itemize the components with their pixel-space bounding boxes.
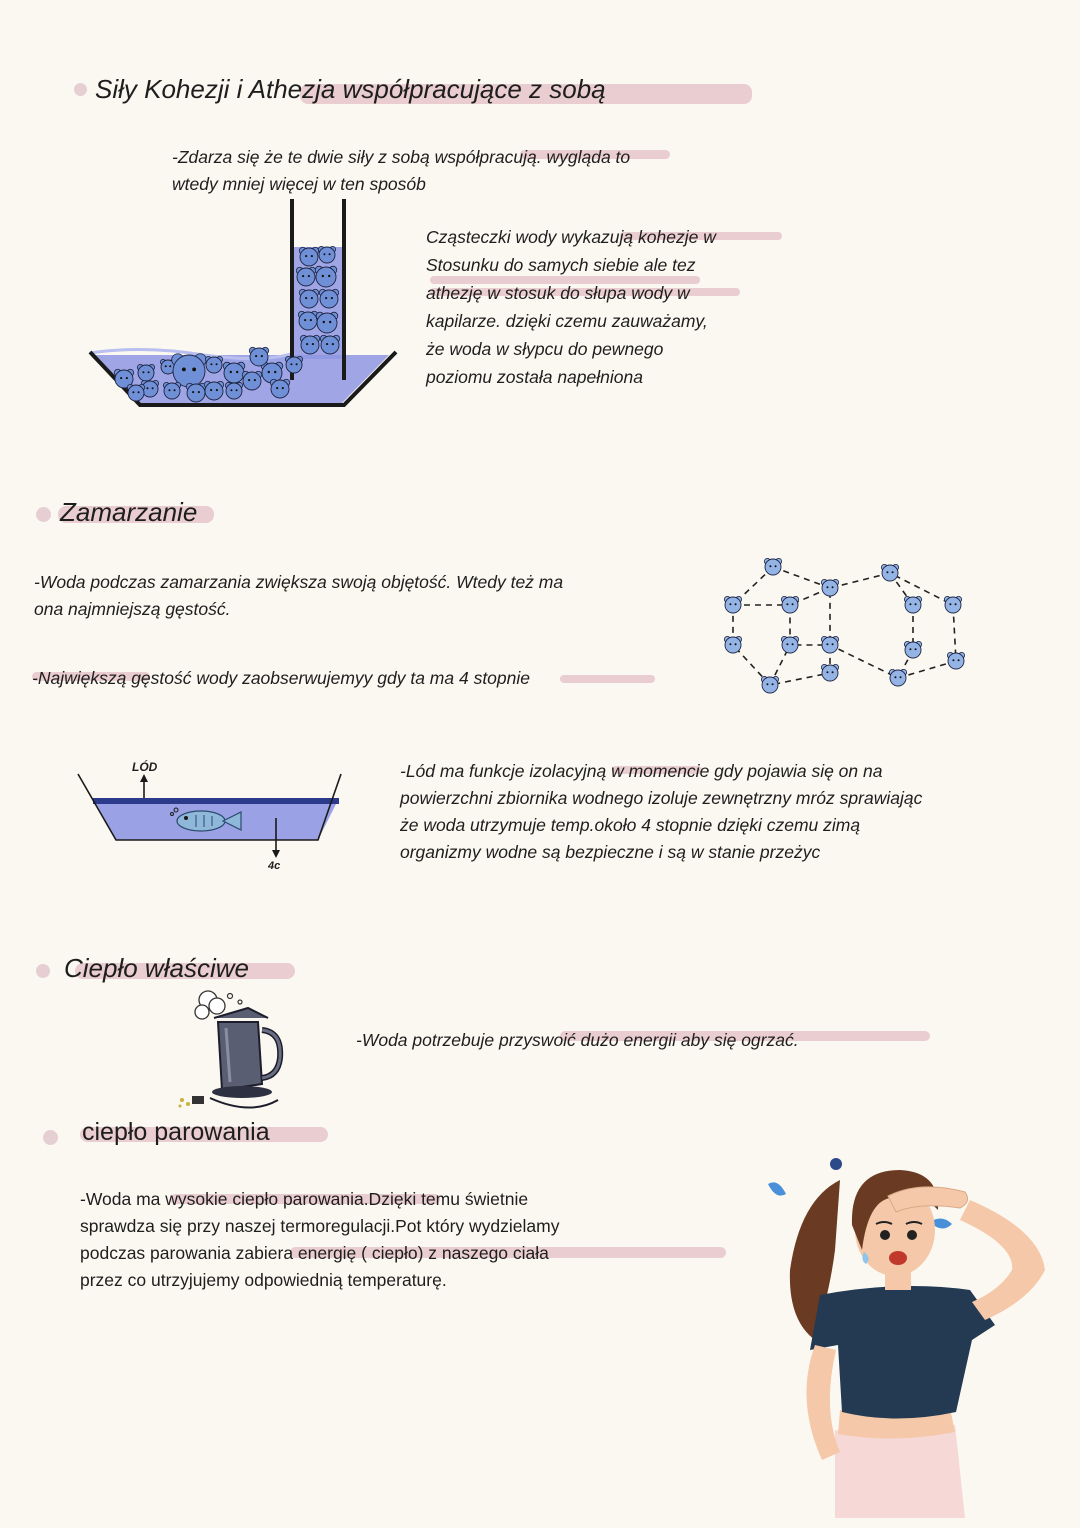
freezing-line-1: -Woda podczas zamarzania zwiększa swoją objętość. Wtedy też ma (34, 572, 564, 592)
molecule-icon (300, 335, 319, 354)
ice-tank-diagram (76, 760, 356, 880)
molecule-icon (285, 356, 302, 373)
vapor-line-2: sprawdza się przy naszej termoregulacji.Pot który wydzielamy (80, 1216, 560, 1236)
molecule-icon (320, 335, 339, 354)
molecule-icon (881, 564, 898, 581)
vapor-line-4: przez co utrzyjujemy odpowiednią temperaturę. (80, 1270, 447, 1290)
ice-lattice-diagram (718, 555, 978, 705)
specific-heat-text: -Woda potrzebuje przyswoić dużo energii aby się ogrzać. (356, 1030, 799, 1050)
section-title-specific-heat: Ciepło właściwe (64, 953, 249, 983)
density-text: -Największą gęstość wody zaobserwujemyy gdy ta ma 4 stopnie (32, 668, 530, 688)
bullet-dot (74, 83, 87, 96)
bullet-dot (36, 507, 51, 522)
molecule-icon (821, 664, 838, 681)
ice-line-1: -Lód ma funkcje izolacyjną w momencie gdy pojawia się on na (400, 761, 883, 781)
molecule-icon (299, 247, 318, 266)
molecule-icon (318, 246, 335, 263)
molecule-icon (947, 652, 964, 669)
section-title-cohesion: Siły Kohezji i Athezja współpracujące z sobą (95, 74, 606, 104)
molecule-icon (319, 289, 338, 308)
desc-line-2: Stosunku do samych siebie ale tez (426, 255, 696, 275)
cohesion-description (426, 223, 716, 391)
intro-line-1: -Zdarza się że te dwie siły z sobą współpracują. wygląda to (172, 147, 631, 167)
molecule-icon (781, 636, 798, 653)
molecule-icon (225, 382, 242, 399)
molecule-icon (889, 669, 906, 686)
molecule-icon (299, 289, 318, 308)
molecule-icon (821, 579, 838, 596)
molecule-icon (761, 676, 778, 693)
molecule-icon (764, 558, 781, 575)
desc-line-3: athezję w stosuk do słupa wody w (426, 283, 690, 303)
freezing-line-2: ona najmniejszą gęstość. (34, 598, 231, 619)
vapor-line-3: podczas parowania zabiera energię ( ciepło) z naszego ciała (80, 1243, 549, 1263)
section-title-vaporization: ciepło parowania (82, 1118, 270, 1146)
temperature-label: 4c (268, 860, 281, 872)
molecule-icon (316, 312, 338, 333)
molecule-icon (944, 596, 961, 613)
ice-line-3: że woda utrzymuje temp.około 4 stopnie dzięki czemu zimą (400, 815, 861, 835)
intro-line-2: wtedy mniej więcej w ten sposób (172, 173, 426, 194)
section-title-freezing: Zamarzanie (60, 497, 198, 527)
text-highlight (560, 675, 655, 683)
molecule-icon (163, 382, 180, 399)
molecule-icon (204, 381, 223, 400)
molecule-icon (127, 384, 144, 401)
molecule-icon (781, 596, 798, 613)
molecule-icon (249, 347, 268, 366)
desc-line-1: Cząsteczki wody wykazują kohezje w (426, 227, 716, 247)
molecule-icon (724, 636, 741, 653)
ice-molecules (724, 558, 964, 693)
molecule-icon (242, 371, 261, 390)
intro-text (172, 144, 630, 197)
desc-line-6: poziomu została napełniona (426, 367, 643, 387)
bullet-dot (43, 1130, 58, 1145)
vapor-line-1: -Woda ma wysokie ciepło parowania.Dzięki temu świetnie (80, 1189, 529, 1209)
molecule-icon (296, 267, 315, 286)
molecule-icon (821, 636, 838, 653)
molecule-icon (205, 356, 222, 373)
freezing-text (34, 569, 563, 622)
molecule-icon (137, 364, 154, 381)
vaporization-text (80, 1186, 559, 1294)
molecule-icon (298, 311, 317, 330)
molecule-icon (904, 596, 921, 613)
ice-label: LÓD (132, 760, 158, 774)
ice-line-2: powierzchni zbiornika wodnego izoluje zewnętrzny mróz sprawiając (400, 788, 923, 808)
desc-line-4: kapilarze. dzięki czemu zauważamy, (426, 311, 708, 331)
sweating-woman-illustration (760, 1140, 1060, 1520)
molecule-icon (315, 266, 337, 287)
molecule-icon (223, 362, 245, 383)
molecule-icon (724, 596, 741, 613)
bullet-dot (36, 964, 50, 978)
molecule-icon (186, 383, 205, 402)
molecule-icon (270, 379, 289, 398)
capillary-diagram (84, 195, 404, 425)
kettle-icon (170, 988, 300, 1118)
ice-insulation-text (400, 758, 922, 866)
ice-line-4: organizmy wodne są bezpieczne i są w stanie przeżyc (400, 842, 821, 862)
molecule-icon (172, 354, 207, 387)
molecule-icon (904, 641, 921, 658)
desc-line-5: że woda w słypcu do pewnego (426, 339, 664, 359)
